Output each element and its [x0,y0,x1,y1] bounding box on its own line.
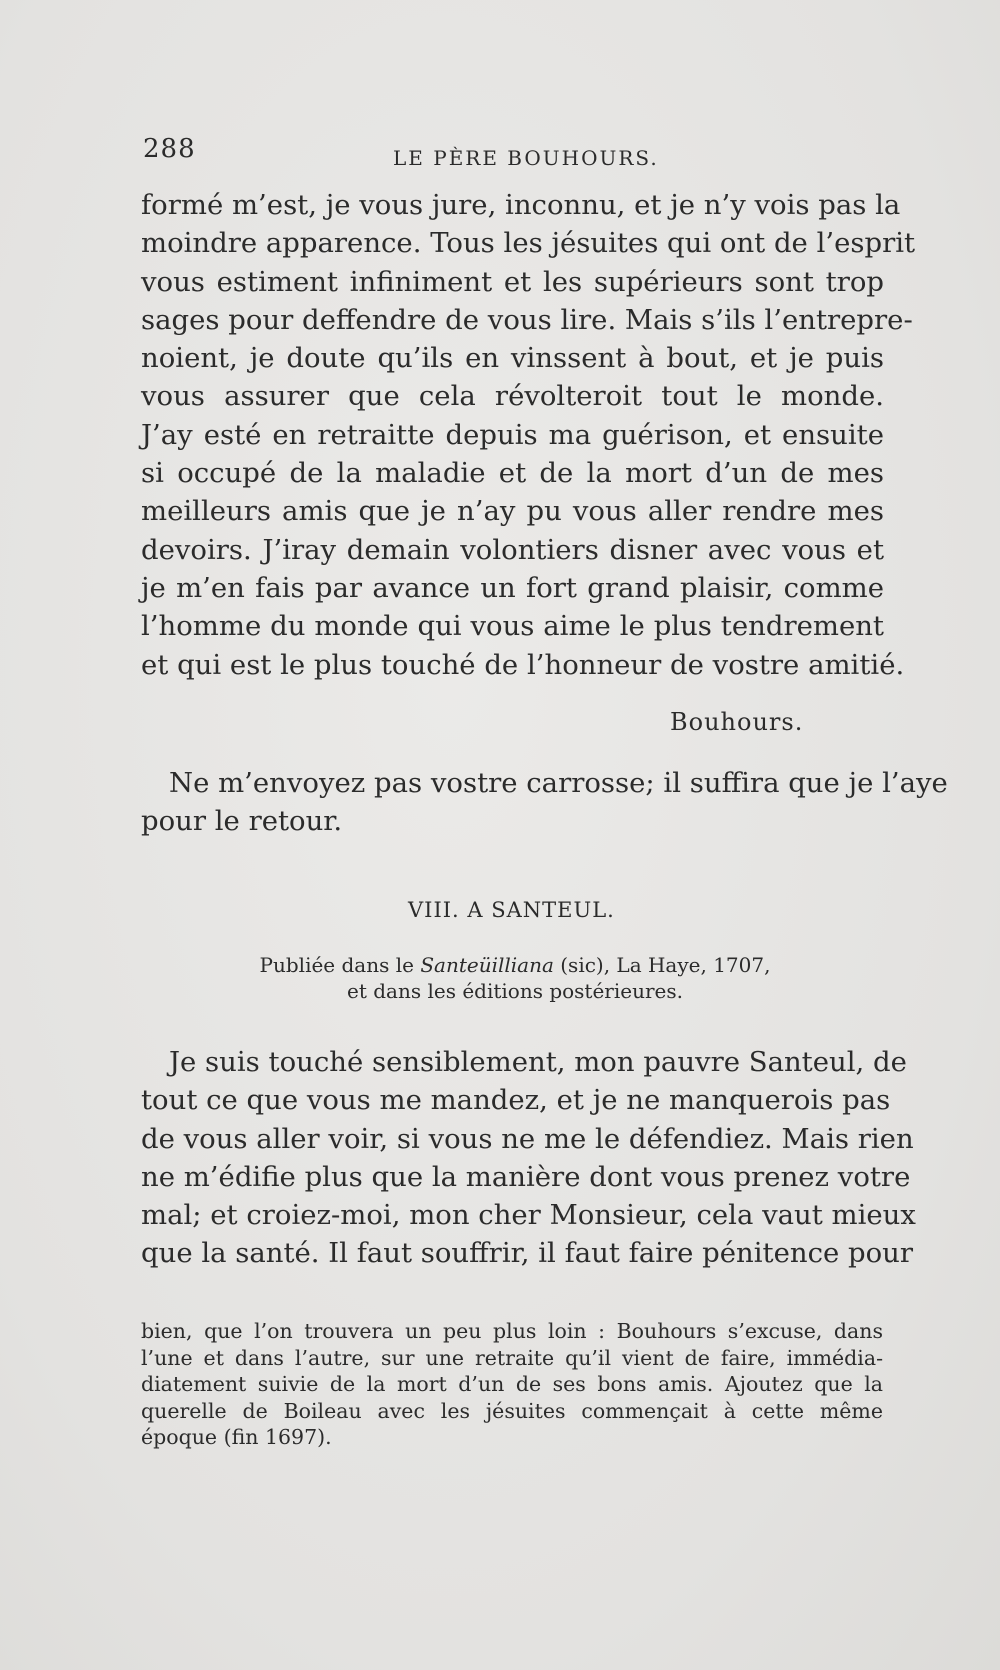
text-line: l’homme du monde qui vous aime le plus tendrement [141,610,884,643]
footnote [141,1318,883,1451]
text-line: tout ce que vous me mandez, et je ne manquerois pas [141,1084,891,1117]
text-line: Je suis touché sensiblement, mon pauvre Santeul, de [169,1046,907,1078]
source-prefix: Publiée dans le [259,953,421,977]
source-line-2: et dans les éditions postérieures. [347,979,683,1003]
source-title: Santeüilliana [420,953,554,977]
footnote-line: bien, que l’on trouvera un peu plus loin : Bouhours s’excuse, dans [141,1319,883,1343]
source-suffix: (sic), La Haye, 1707, [553,953,771,977]
running-head: LE PÈRE BOUHOURS. [393,146,659,170]
text-line: je m’en fais par avance un fort grand plaisir, comme [141,571,884,604]
page-number: 288 [143,134,196,164]
letter-viii-body [141,1043,916,1273]
text-line: pour le retour. [141,805,343,838]
text-line: que la santé. Il faut souffrir, il faut faire pénitence pour [141,1237,914,1270]
text-line: mal; et croiez-moi, mon cher Monsieur, cela vaut mieux [141,1199,916,1232]
text-line: de vous aller voir, si vous ne me le défendiez. Mais rien [141,1122,914,1155]
text-line: vous estiment infiniment et les supérieurs sont trop [141,265,884,298]
section-source-note [245,952,785,1004]
text-line: ne m’édifie plus que la manière dont vous prenez votre [141,1160,911,1193]
postscript [141,764,948,841]
text-line: meilleurs amis que je n’ay pu vous aller rendre mes [141,495,884,528]
text-line: J’ay esté en retraitte depuis ma guérison, et ensuite [141,418,884,451]
text-line: vous assurer que cela révolteroit tout le monde. [141,380,884,413]
text-line: sages pour deffendre de vous lire. Mais s’ils l’entrepre- [141,303,913,336]
text-line: et qui est le plus touché de l’honneur de vostre amitié. [141,648,905,681]
source-line-1 [245,952,785,978]
letter-vii-body [141,186,916,684]
text-line: formé m’est, je vous jure, inconnu, et je n’y vois pas la [141,189,901,221]
text-line: noient, je doute qu’ils en vinssent à bout, et je puis [141,342,884,375]
text-line: moindre apparence. Tous les jésuites qui ont de l’esprit [141,227,916,260]
text-line: si occupé de la maladie et de la mort d’un de mes [141,457,884,490]
footnote-line: querelle de Boileau avec les jésuites commençait à cette même [141,1398,883,1423]
footnote-line: diatement suivie de la mort d’un de ses bons amis. Ajoutez que la [141,1372,883,1396]
text-line: Ne m’envoyez pas vostre carrosse; il suffira que je l’aye [169,767,948,799]
section-title: VIII. A SANTEUL. [408,898,615,922]
footnote-line: l’une et dans l’autre, sur une retraite qu’il vient de faire, immédia- [141,1345,883,1370]
page-header [143,134,883,174]
signature: Bouhours. [670,708,804,736]
footnote-line: époque (fin 1697). [141,1425,332,1449]
text-line: devoirs. J’iray demain volontiers disner avec vous et [141,533,884,566]
